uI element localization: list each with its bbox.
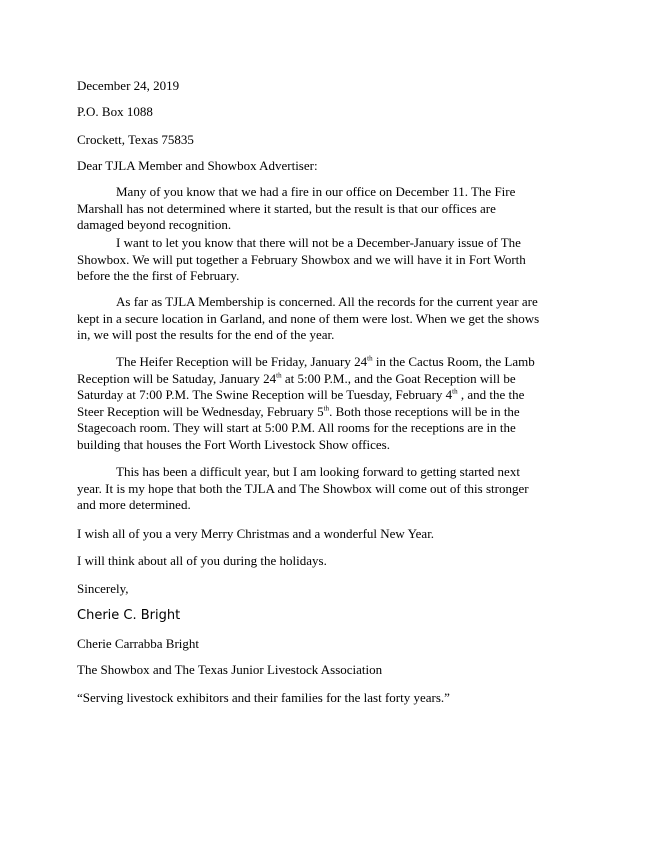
paragraph-line: I want to let you know that there will not be a December-January issue of The: [116, 235, 521, 250]
paragraph-line: damaged beyond recognition.: [77, 217, 232, 232]
paragraph-line: Showbox. We will put together a February Showbox and we will have it in Fort Worth: [77, 251, 526, 267]
paragraph-showbox-issue: [77, 235, 577, 285]
city-state-zip: Crockett, Texas 75835: [77, 132, 194, 147]
letter-date: December 24, 2019: [77, 78, 180, 93]
paragraph-line: Steer Reception will be Wednesday, February 5th. Both those receptions will be in the: [77, 403, 520, 419]
signature: Cherie C. Bright: [77, 608, 181, 623]
paragraph-line: Reception will be Satuday, January 24th at 5:00 P.M., and the Goat Reception will be: [77, 370, 516, 386]
holiday-thoughts: I will think about all of you during the holidays.: [77, 553, 327, 568]
paragraph-line: before the the first of February.: [77, 268, 240, 283]
paragraph-line: Saturday at 7:00 P.M. The Swine Reception will be Tuesday, February 4th , and the the: [77, 387, 525, 402]
paragraph-line: kept in a secure location in Garland, and none of them were lost. When we get the shows: [77, 310, 540, 326]
paragraph-receptions: [77, 354, 577, 453]
paragraph-line: The Heifer Reception will be Friday, January 24th in the Cactus Room, the Lamb: [116, 354, 535, 369]
paragraph-line: Stagecoach room. They will start at 5:00 P.M. All rooms for the receptions are in the: [77, 420, 516, 435]
organization: The Showbox and The Texas Junior Livestock Association: [77, 662, 383, 677]
paragraph-fire: [77, 184, 577, 234]
paragraph-line: building that houses the Fort Worth Livestock Show offices.: [77, 436, 390, 452]
paragraph-difficult-year: [77, 464, 577, 514]
paragraph-line: As far as TJLA Membership is concerned. All the records for the current year are: [116, 294, 538, 309]
paragraph-line: Marshall has not determined where it started, but the result is that our offices are: [77, 200, 496, 216]
paragraph-line: year. It is my hope that both the TJLA and The Showbox will come out of this stronger: [77, 480, 529, 496]
salutation: Dear TJLA Member and Showbox Advertiser:: [77, 158, 318, 173]
paragraph-line: This has been a difficult year, but I am looking forward to getting started next: [116, 464, 520, 479]
po-box: P.O. Box 1088: [77, 104, 153, 119]
signer-name: Cherie Carrabba Bright: [77, 636, 200, 651]
holiday-wish: I wish all of you a very Merry Christmas and a wonderful New Year.: [77, 526, 435, 541]
closing: Sincerely,: [77, 581, 129, 596]
paragraph-line: in, we will post the results for the end of the year.: [77, 327, 335, 342]
motto: “Serving livestock exhibitors and their families for the last forty years.”: [77, 690, 450, 705]
paragraph-line: Many of you know that we had a fire in our office on December 11. The Fire: [116, 184, 516, 199]
paragraph-membership: [77, 294, 577, 344]
paragraph-line: and more determined.: [77, 497, 191, 512]
